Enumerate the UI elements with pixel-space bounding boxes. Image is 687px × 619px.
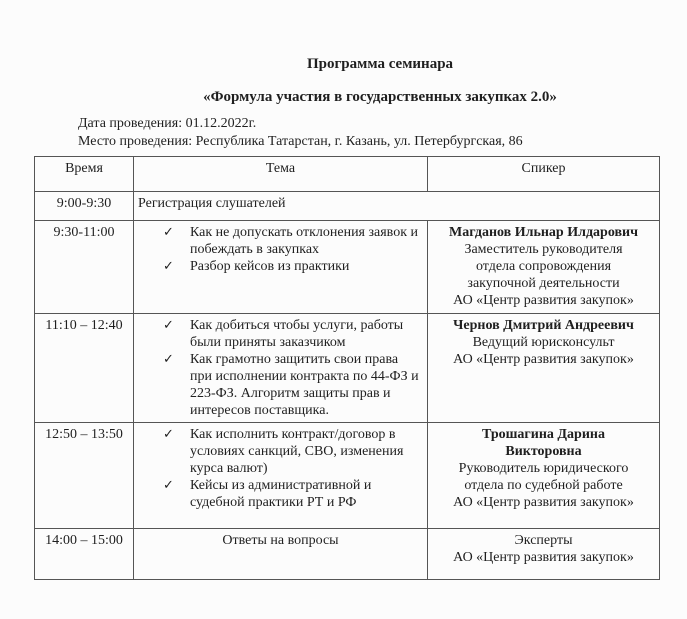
time-cell: 12:50 – 13:50 bbox=[35, 423, 134, 529]
speaker-cell bbox=[428, 314, 660, 423]
speaker-name: Чернов Дмитрий Андреевич bbox=[453, 318, 634, 333]
checkmark-icon: ✓ bbox=[163, 352, 174, 367]
speaker-role: Эксперты bbox=[514, 533, 573, 548]
speaker-cell bbox=[428, 423, 660, 529]
table-row-qa bbox=[35, 529, 660, 580]
speaker-name: Трошагина Дарина Викторовна bbox=[482, 427, 605, 459]
speaker-role: Заместитель руководителя отдела сопровождения закупочной деятельности bbox=[464, 242, 623, 291]
checkmark-icon: ✓ bbox=[163, 478, 174, 493]
checkmark-icon: ✓ bbox=[163, 318, 174, 333]
speaker-role: Ведущий юрисконсульт bbox=[472, 335, 615, 350]
speaker-cell bbox=[428, 529, 660, 580]
topic-cell bbox=[134, 423, 428, 529]
topic-text: Как грамотно защитить свои права при исполнении контракта по 44-ФЗ и 223-ФЗ. Алгоритм защиты прав и интересов поставщика. bbox=[190, 352, 419, 418]
column-header-time: Время bbox=[35, 157, 134, 192]
topic-cell bbox=[134, 314, 428, 423]
time-cell: 14:00 – 15:00 bbox=[35, 529, 134, 580]
program-table bbox=[34, 156, 660, 580]
checkmark-icon: ✓ bbox=[163, 259, 174, 274]
topic-cell bbox=[134, 221, 428, 314]
speaker-organization: АО «Центр развития закупок» bbox=[453, 550, 634, 565]
event-info bbox=[78, 115, 682, 150]
topic-text: Как не допускать отклонения заявок и побеждать в закупках bbox=[190, 225, 418, 257]
speaker-cell bbox=[428, 221, 660, 314]
column-header-speaker: Спикер bbox=[428, 157, 660, 192]
speaker-name: Магданов Ильнар Илдарович bbox=[448, 225, 639, 240]
speaker-role: Руководитель юридического отдела по судебной работе bbox=[458, 461, 629, 493]
table-row-session-2 bbox=[35, 314, 660, 423]
column-header-topic: Тема bbox=[134, 157, 428, 192]
topic-text: Как исполнить контракт/договор в условиях санкций, СВО, изменения курса валют) bbox=[190, 427, 404, 476]
checkmark-icon: ✓ bbox=[163, 427, 174, 442]
table-row-session-3 bbox=[35, 423, 660, 529]
topic-bullet bbox=[138, 317, 423, 351]
time-cell: 9:00-9:30 bbox=[35, 192, 134, 221]
checkmark-icon: ✓ bbox=[163, 225, 174, 240]
time-cell: 9:30-11:00 bbox=[35, 221, 134, 314]
speaker-organization: АО «Центр развития закупок» bbox=[453, 293, 634, 308]
event-venue-line: Место проведения: Республика Татарстан, г. Казань, ул. Петербургская, 86 bbox=[78, 133, 523, 149]
topic-text: Кейсы из административной и судебной практики РТ и РФ bbox=[190, 478, 372, 510]
topic-bullet bbox=[138, 351, 423, 419]
speaker-organization: АО «Центр развития закупок» bbox=[453, 352, 634, 367]
document-subtitle: «Формула участия в государственных закупках 2.0» bbox=[203, 89, 557, 105]
time-cell: 11:10 – 12:40 bbox=[35, 314, 134, 423]
table-row-registration bbox=[35, 192, 660, 221]
topic-bullet bbox=[138, 477, 423, 511]
table-header-row bbox=[35, 157, 660, 192]
topic-bullet bbox=[138, 224, 423, 258]
document-title: Программа семинара bbox=[306, 56, 454, 72]
event-date-line: Дата проведения: 01.12.2022г. bbox=[78, 116, 257, 131]
topic-cell: Ответы на вопросы bbox=[134, 529, 428, 580]
speaker-organization: АО «Центр развития закупок» bbox=[453, 495, 634, 510]
topic-text: Как добиться чтобы услуги, работы были приняты заказчиком bbox=[190, 318, 404, 350]
topic-bullet bbox=[138, 426, 423, 477]
table-row-session-1 bbox=[35, 221, 660, 314]
topic-cell-merged: Регистрация слушателей bbox=[134, 192, 660, 221]
topic-bullet bbox=[138, 258, 423, 275]
topic-text: Разбор кейсов из практики bbox=[190, 259, 350, 274]
document-header bbox=[78, 0, 682, 150]
